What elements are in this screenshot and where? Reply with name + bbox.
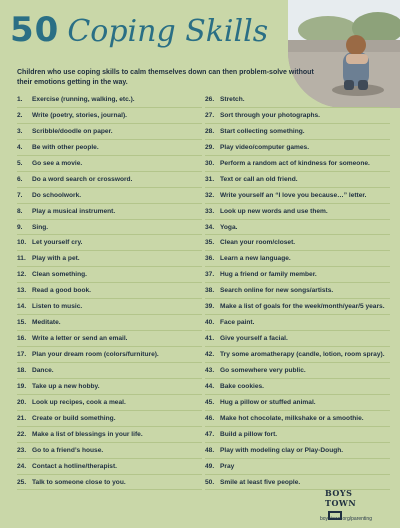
- skill-number: 34.: [205, 223, 215, 231]
- skill-text: Go somewhere very public.: [220, 366, 306, 374]
- skill-text: Sing.: [32, 223, 49, 231]
- skill-number: 22.: [17, 430, 27, 438]
- logo-text: BOYS TOWN: [325, 488, 357, 508]
- skill-text: Write (poetry, stories, journal).: [32, 111, 128, 119]
- skill-text: Be with other people.: [32, 143, 99, 151]
- skill-text: Look up new words and use them.: [220, 207, 328, 215]
- skill-item: [17, 172, 202, 188]
- skill-number: 35.: [205, 239, 215, 247]
- skill-number: 2.: [17, 111, 23, 119]
- skill-text: Smile at least five people.: [220, 478, 301, 486]
- skill-number: 23.: [17, 446, 27, 454]
- skill-number: 38.: [205, 287, 215, 295]
- skill-text: Start collecting something.: [220, 127, 305, 135]
- skill-number: 31.: [205, 175, 215, 183]
- skill-number: 19.: [17, 382, 27, 390]
- skill-number: 33.: [205, 207, 215, 215]
- skill-text: Go to a friend’s house.: [32, 446, 104, 454]
- skill-text: Contact a hotline/therapist.: [32, 462, 117, 470]
- skill-text: Scribble/doodle on paper.: [32, 127, 113, 135]
- skill-item: [205, 443, 390, 459]
- skill-number: 40.: [205, 319, 215, 327]
- skill-number: 42.: [205, 351, 215, 358]
- skill-text: Write yourself an “I love you because…” letter.: [220, 191, 367, 199]
- skill-number: 25.: [17, 478, 27, 486]
- skill-text: Sort through your photographs.: [220, 111, 320, 119]
- skill-text: Search online for new songs/artists.: [220, 287, 334, 295]
- skill-item: [17, 140, 202, 156]
- skill-number: 47.: [205, 430, 215, 438]
- skill-item: [17, 379, 202, 395]
- skill-text: Go see a movie.: [32, 159, 83, 167]
- skill-text: Build a pillow fort.: [220, 430, 278, 438]
- title-number: 50: [10, 10, 60, 50]
- skill-item: [17, 92, 202, 108]
- skill-item: [205, 459, 390, 475]
- skill-number: 44.: [205, 382, 215, 390]
- skill-number: 4.: [17, 143, 23, 151]
- skill-item: [205, 363, 390, 379]
- skill-item: [17, 459, 202, 475]
- skill-text: Meditate.: [32, 319, 61, 327]
- page-title: [10, 10, 268, 60]
- skill-number: 16.: [17, 335, 27, 343]
- skill-number: 49.: [205, 462, 215, 470]
- skill-number: 29.: [205, 143, 215, 151]
- skill-text: Clean your room/closet.: [220, 239, 296, 247]
- skill-text: Clean something.: [32, 271, 87, 279]
- skill-item: [205, 220, 390, 236]
- skills-column-left: [17, 92, 202, 490]
- skill-item: [205, 188, 390, 204]
- skill-item: [17, 156, 202, 172]
- skill-text: Perform a random act of kindness for someone.: [220, 159, 370, 167]
- skill-text: Learn a new language.: [220, 255, 291, 263]
- skill-item: [205, 331, 390, 347]
- skill-number: 27.: [205, 111, 215, 119]
- skill-item: [205, 347, 390, 363]
- skill-text: Write a letter or send an email.: [32, 335, 128, 343]
- skill-item: [17, 475, 202, 491]
- skill-text: Talk to someone close to you.: [32, 478, 126, 486]
- skill-item: [17, 235, 202, 251]
- skill-text: Bake cookies.: [220, 382, 264, 390]
- skill-item: [17, 315, 202, 331]
- skill-text: Play video/computer games.: [220, 143, 310, 151]
- skill-number: 14.: [17, 303, 27, 311]
- skill-number: 21.: [17, 414, 27, 422]
- skill-item: [205, 204, 390, 220]
- skill-item: [17, 124, 202, 140]
- skill-item: [205, 156, 390, 172]
- footer-url[interactable]: boystown.org/parenting: [320, 516, 372, 522]
- skill-number: 5.: [17, 159, 23, 167]
- skill-item: [205, 283, 390, 299]
- skills-column-right: [205, 92, 390, 490]
- skill-number: 46.: [205, 414, 215, 422]
- skill-number: 28.: [205, 127, 215, 135]
- skill-text: Read a good book.: [32, 287, 91, 295]
- skill-text: Listen to music.: [32, 303, 83, 311]
- skill-item: [17, 204, 202, 220]
- skill-number: 3.: [17, 127, 23, 135]
- skill-number: 17.: [17, 351, 27, 358]
- skill-text: Let yourself cry.: [32, 239, 83, 247]
- skill-text: Dance.: [32, 366, 54, 374]
- boys-town-logo: [325, 488, 385, 512]
- skill-text: Create or build something.: [32, 414, 116, 422]
- skill-text: Pray: [220, 462, 235, 470]
- skill-number: 10.: [17, 239, 27, 247]
- skill-text: Make hot chocolate, milkshake or a smoothie.: [220, 414, 364, 422]
- skill-item: [17, 363, 202, 379]
- skill-item: [17, 283, 202, 299]
- skill-item: [17, 443, 202, 459]
- skill-text: Plan your dream room (colors/furniture).: [32, 351, 159, 358]
- skill-text: Make a list of goals for the week/month/year/5 years.: [220, 303, 385, 311]
- skill-item: [17, 427, 202, 443]
- skill-number: 18.: [17, 366, 27, 374]
- skill-text: Hug a friend or family member.: [220, 271, 317, 279]
- skill-number: 43.: [205, 366, 215, 374]
- skill-item: [205, 251, 390, 267]
- skill-text: Yoga.: [220, 223, 238, 231]
- skill-item: [205, 395, 390, 411]
- skill-item: [205, 427, 390, 443]
- skill-text: Hug a pillow or stuffed animal.: [220, 398, 316, 406]
- skill-item: [205, 299, 390, 315]
- skill-number: 6.: [17, 175, 23, 183]
- skill-item: [205, 92, 390, 108]
- skill-item: [17, 347, 202, 363]
- skill-number: 30.: [205, 159, 215, 167]
- skill-item: [205, 108, 390, 124]
- skill-number: 39.: [205, 303, 215, 311]
- skill-item: [17, 267, 202, 283]
- skill-number: 32.: [205, 191, 215, 199]
- skill-number: 13.: [17, 287, 27, 295]
- skill-number: 20.: [17, 398, 27, 406]
- skill-number: 48.: [205, 446, 215, 454]
- skill-number: 7.: [17, 191, 23, 199]
- skill-number: 8.: [17, 207, 23, 215]
- skill-text: Play with modeling clay or Play-Dough.: [220, 446, 344, 454]
- skill-text: Take up a new hobby.: [32, 382, 100, 390]
- intro-text: Children who use coping skills to calm themselves down can then problem-solve without their emotions getting in the way.: [17, 69, 314, 86]
- skill-number: 11.: [17, 255, 26, 263]
- skill-number: 37.: [205, 271, 215, 279]
- skill-number: 15.: [17, 319, 27, 327]
- skill-item: [205, 315, 390, 331]
- skill-item: [17, 331, 202, 347]
- skill-text: Give yourself a facial.: [220, 335, 288, 343]
- skill-number: 36.: [205, 255, 215, 263]
- title-text: Coping Skills: [67, 14, 269, 49]
- skill-item: [205, 235, 390, 251]
- skill-text: Text or call an old friend.: [220, 175, 298, 183]
- skill-text: Face paint.: [220, 319, 255, 327]
- skill-text: Look up recipes, cook a meal.: [32, 398, 126, 406]
- skill-number: 26.: [205, 96, 215, 103]
- skill-item: [205, 140, 390, 156]
- skill-item: [17, 188, 202, 204]
- skill-item: [17, 395, 202, 411]
- skill-item: [17, 411, 202, 427]
- skill-number: 9.: [17, 223, 23, 231]
- skill-item: [205, 172, 390, 188]
- skill-text: Stretch.: [220, 96, 245, 103]
- skill-item: [17, 220, 202, 236]
- skill-number: 24.: [17, 462, 27, 470]
- skill-number: 1.: [17, 96, 23, 103]
- skill-item: [17, 251, 202, 267]
- skill-number: 41.: [205, 335, 215, 343]
- skill-number: 45.: [205, 398, 215, 406]
- skill-item: [205, 124, 390, 140]
- skill-number: 12.: [17, 271, 27, 279]
- skill-text: Make a list of blessings in your life.: [32, 430, 143, 438]
- skill-text: Do schoolwork.: [32, 191, 82, 199]
- skill-text: Try some aromatherapy (candle, lotion, room spray).: [220, 351, 385, 358]
- skill-item: [205, 379, 390, 395]
- skill-item: [17, 108, 202, 124]
- skill-item: [205, 267, 390, 283]
- skill-number: 50.: [205, 478, 215, 486]
- skill-item: [205, 411, 390, 427]
- skill-text: Play a musical instrument.: [32, 207, 116, 215]
- skill-text: Do a word search or crossword.: [32, 175, 133, 183]
- skill-item: [17, 299, 202, 315]
- skill-text: Play with a pet.: [32, 255, 80, 263]
- skill-text: Exercise (running, walking, etc.).: [32, 96, 135, 103]
